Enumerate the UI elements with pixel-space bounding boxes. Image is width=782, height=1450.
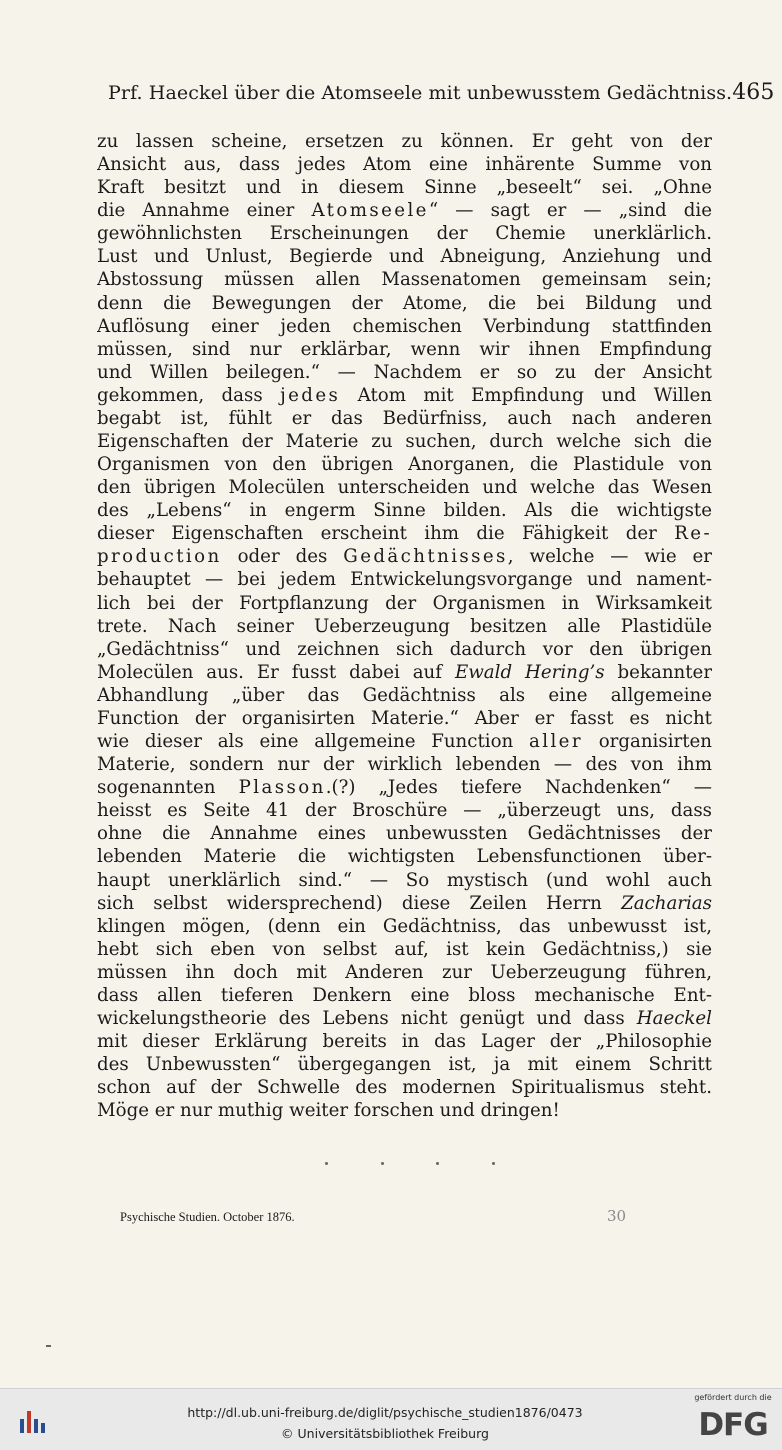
text-line bbox=[97, 176, 712, 199]
text-segment: ohne die Annahme eines unbewussten Gedächtnisses der bbox=[97, 823, 712, 845]
text-segment: sogenannten bbox=[97, 777, 239, 799]
text-line bbox=[97, 845, 712, 868]
text-segment: zu lassen scheine, ersetzen zu können. Er geht von der bbox=[97, 131, 712, 152]
text-segment: production bbox=[97, 546, 222, 568]
text-segment: begabt ist, fühlt er das Bedürfniss, auch nach anderen bbox=[97, 407, 712, 429]
text-segment: Zacharias bbox=[621, 892, 712, 914]
text-segment: Abhandlung „über das Gedächtniss als eine allgemeine bbox=[97, 684, 712, 706]
text-line bbox=[97, 799, 712, 822]
text-segment: Eigenschaften der Materie zu suchen, durch welche sich die bbox=[97, 431, 712, 453]
text-segment: Plasson bbox=[238, 777, 326, 799]
text-line bbox=[97, 776, 712, 799]
text-segment: dieser Eigenschaften erscheint ihm die Fähigkeit der bbox=[97, 523, 675, 545]
text-line bbox=[97, 361, 712, 384]
text-segment: klingen mögen, (denn ein Gedächtniss, das unbewusst ist, bbox=[97, 915, 712, 937]
text-segment: und Willen beilegen.“ — Nachdem er so zu der Ansicht bbox=[97, 361, 712, 383]
text-segment: sich selbst widersprechend) diese Zeilen Herrn bbox=[97, 892, 622, 914]
text-segment: haupt unerklärlich sind.“ — So mystisch (und wohl auch bbox=[97, 869, 712, 891]
text-segment: gewöhnlichsten Erscheinungen der Chemie unerklärlich. bbox=[97, 223, 712, 245]
text-line bbox=[97, 545, 712, 568]
text-line bbox=[97, 476, 712, 499]
text-line bbox=[97, 338, 712, 361]
text-line bbox=[97, 638, 712, 661]
text-line bbox=[97, 268, 712, 291]
text-line bbox=[97, 615, 712, 638]
library-logo-icon bbox=[16, 1405, 50, 1439]
text-line bbox=[97, 199, 712, 222]
copyright-text: © Universitätsbibliothek Freiburg bbox=[281, 1426, 489, 1441]
permalink-link[interactable]: http://dl.ub.uni-freiburg.de/diglit/psychische_studien1876/0473 bbox=[187, 1405, 583, 1420]
text-segment: Abstossung müssen allen Massenatomen gemeinsam sein; bbox=[97, 269, 712, 291]
text-line bbox=[97, 384, 712, 407]
text-segment: heisst es Seite 41 der Broschüre — „überzeugt uns, dass bbox=[97, 800, 712, 822]
text-segment: Atom mit Empfindung und Willen bbox=[340, 384, 712, 406]
text-segment: hebt sich eben von selbst auf, ist kein Gedächtniss,) sie bbox=[97, 938, 712, 960]
text-segment: bekannter bbox=[604, 661, 712, 683]
text-segment: aller bbox=[529, 731, 583, 753]
text-segment: Haeckel bbox=[636, 1007, 712, 1029]
text-line bbox=[97, 753, 712, 776]
running-header bbox=[108, 80, 775, 105]
text-line bbox=[97, 453, 712, 476]
text-segment: den übrigen Molecülen unterscheiden und welche das Wesen bbox=[97, 477, 712, 499]
text-segment: Auflösung einer jeden chemischen Verbindung stattfinden bbox=[97, 315, 712, 337]
text-segment: mit dieser Erklärung bereits in das Lager der „Philosophie bbox=[97, 1031, 712, 1053]
margin-mark bbox=[46, 1345, 51, 1347]
text-line bbox=[97, 130, 712, 153]
text-segment: dass allen tieferen Denkern eine bloss mechanische Ent- bbox=[97, 984, 712, 1006]
text-line bbox=[97, 730, 712, 753]
text-segment: Atomseele bbox=[311, 200, 429, 222]
text-line bbox=[97, 1030, 712, 1053]
section-separator-dots bbox=[325, 1160, 495, 1166]
text-line bbox=[97, 315, 712, 338]
text-line bbox=[97, 869, 712, 892]
text-line bbox=[97, 153, 712, 176]
text-line bbox=[97, 499, 712, 522]
text-segment: lebenden Materie die wichtigsten Lebensfunctionen über- bbox=[97, 846, 712, 868]
text-line bbox=[97, 407, 712, 430]
text-segment: wickelungstheorie des Lebens nicht genügt und dass bbox=[97, 1007, 637, 1029]
text-line bbox=[97, 568, 712, 591]
journal-footer: Psychische Studien. October 1876. bbox=[120, 1210, 295, 1224]
text-segment: Organismen von den übrigen Anorganen, die Plastidule von bbox=[97, 454, 712, 476]
text-line bbox=[97, 245, 712, 268]
text-line bbox=[97, 961, 712, 984]
running-title: Prf. Haeckel über die Atomseele mit unbewusstem Gedächtniss. bbox=[108, 82, 733, 104]
text-line bbox=[97, 707, 712, 730]
body-text bbox=[97, 130, 712, 1122]
text-line bbox=[97, 1007, 712, 1030]
text-line bbox=[97, 592, 712, 615]
text-line bbox=[97, 892, 712, 915]
text-line bbox=[97, 1076, 712, 1099]
text-segment: wie dieser als eine allgemeine Function bbox=[97, 731, 529, 753]
text-segment: Materie, sondern nur der wirklich lebenden — des von ihm bbox=[97, 754, 712, 776]
text-line bbox=[97, 1099, 712, 1122]
text-line bbox=[97, 984, 712, 1007]
viewer-bar bbox=[0, 1388, 782, 1450]
text-segment: jedes bbox=[280, 384, 341, 406]
text-segment: müssen ihn doch mit Anderen zur Ueberzeugung führen, bbox=[97, 961, 712, 983]
page-number: 465 bbox=[732, 80, 775, 105]
text-segment: Re- bbox=[674, 523, 712, 545]
text-segment: behauptet — bei jedem Entwickelungsvorgange und nament- bbox=[97, 569, 712, 591]
text-segment: Möge er nur muthig weiter forschen und dringen! bbox=[97, 1100, 560, 1122]
text-segment: die Annahme einer bbox=[97, 200, 312, 222]
text-segment: des Unbewussten“ übergegangen ist, ja mit einem Schritt bbox=[97, 1054, 712, 1076]
text-segment: trete. Nach seiner Ueberzeugung besitzen alle Plastidüle bbox=[97, 615, 712, 637]
text-segment: .(?) „Jedes tiefere Nachdenken“ — bbox=[325, 777, 712, 799]
text-segment: Molecülen aus. Er fusst dabei auf bbox=[97, 661, 455, 683]
text-segment: organisirten bbox=[582, 731, 712, 753]
text-segment: Ewald Hering’s bbox=[454, 661, 605, 683]
text-line bbox=[97, 430, 712, 453]
text-line bbox=[97, 522, 712, 545]
text-segment: des „Lebens“ in engerm Sinne bilden. Als die wichtigste bbox=[97, 500, 712, 522]
text-segment: Lust und Unlust, Begierde und Abneigung, Anziehung und bbox=[97, 246, 712, 268]
text-segment: müssen, sind nur erklärbar, wenn wir ihnen Empfindung bbox=[97, 338, 712, 360]
text-segment: denn die Bewegungen der Atome, die bei Bildung und bbox=[97, 292, 712, 314]
text-line bbox=[97, 684, 712, 707]
text-segment: Kraft besitzt und in diesem Sinne „beseelt“ sei. „Ohne bbox=[97, 177, 712, 199]
signature-mark: 30 bbox=[607, 1207, 627, 1225]
text-line bbox=[97, 222, 712, 245]
text-line bbox=[97, 661, 712, 684]
text-line bbox=[97, 915, 712, 938]
sponsor-text: gefördert durch die bbox=[694, 1393, 772, 1402]
text-segment: Ansicht aus, dass jedes Atom eine inhärente Summe von bbox=[97, 154, 712, 176]
text-line bbox=[97, 292, 712, 315]
text-segment: Gedächtnisses bbox=[343, 546, 508, 568]
text-line bbox=[97, 938, 712, 961]
text-line bbox=[97, 822, 712, 845]
text-segment: “ — sagt er — „sind die bbox=[428, 200, 712, 222]
text-segment: „Gedächtniss“ und zeichnen sich dadurch vor den übrigen bbox=[97, 638, 712, 660]
text-segment: Function der organisirten Materie.“ Aber er fasst es nicht bbox=[97, 707, 712, 729]
dfg-logo[interactable]: DFG bbox=[698, 1407, 768, 1443]
text-segment: lich bei der Fortpflanzung der Organismen in Wirksamkeit bbox=[97, 592, 712, 614]
text-segment: gekommen, dass bbox=[97, 384, 281, 406]
text-segment: oder des bbox=[221, 546, 344, 568]
text-segment: schon auf der Schwelle des modernen Spiritualismus steht. bbox=[97, 1077, 712, 1099]
text-line bbox=[97, 1053, 712, 1076]
text-segment: , welche — wie er bbox=[507, 546, 712, 568]
